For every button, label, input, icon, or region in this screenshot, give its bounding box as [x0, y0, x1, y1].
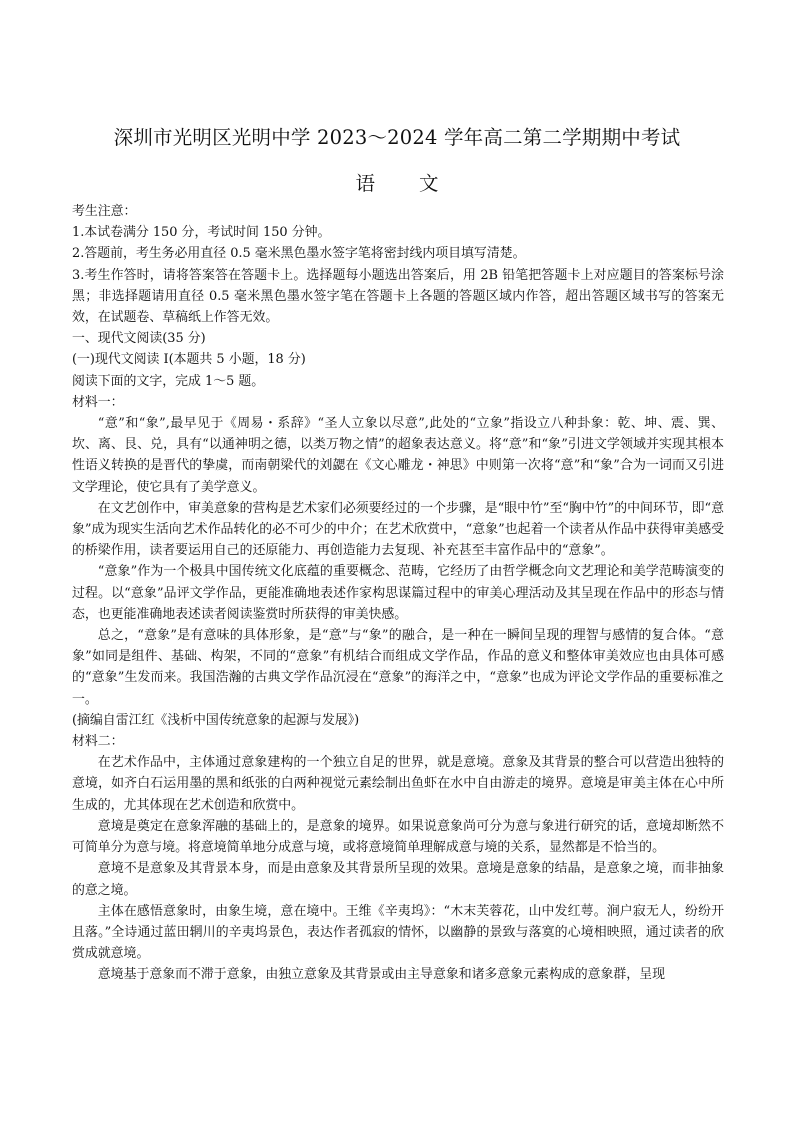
material-paragraph: 意境基于意象而不滞于意象，由独立意象及其背景或由主导意象和诸多意象元素构成的意象群，呈现: [97, 967, 665, 983]
material-paragraph: 在艺术作品中，主体通过意象建构的一个独立自足的世界，就是意境。意象及其背景的整合可以营造出独特的意境，如齐白石运用墨的黑和纸张的白两种视觉元素绘制出鱼虾在水中自由游走的境界。意境是审美主体在心中所生成的，尤其体现在艺术创造和欣赏中。: [72, 755, 724, 813]
material-paragraph: 在文艺创作中，审美意象的营构是艺术家们必须要经过的一个步骤，是“眼中竹”至“胸中竹”的中间环节，即“意象”成为现实生活向艺术作品转化的必不可少的中介；在艺术欣赏中，“意象”也起着一个读者从作品中获得审美感受的桥梁作用，读者要运用自己的还原能力、再创造能力去复现、补充甚至丰富作品中的“意象”。: [72, 500, 724, 559]
material-source: (摘编自雷江红《浅析中国传统意象的起源与发展》): [72, 712, 360, 728]
material-paragraph: “意”和“象”,最早见于《周易・系辞》“圣人立象以尽意”,此处的“立象”指设立八种卦象：乾、坤、震、巽、坎、离、艮、兑，具有“以通神明之德，以类万物之情”的超象表达意义。将“意”和“象”引进文学领域并实现其根本性语义转换的是晋代的挚虞，而南朝梁代的刘勰在《文心雕龙・神思》中则第一次将“意”和“象”合为一词而又引进文学理论，使它具有了美学意义。: [72, 416, 724, 495]
notice-item: 2.答题前，考生务必用直径 0.5 毫米黑色墨水签字笔将密封线内项目填写清楚。: [72, 246, 526, 262]
material-label: 材料二：: [72, 734, 124, 750]
reading-instruction: 阅读下面的文字，完成 1～5 题。: [72, 373, 265, 389]
notice-item: 3.考生作答时，请将答案答在答题卡上。选择题每小题选出答案后，用 2B 铅笔把答题卡上对应题目的答案标号涂黑；非选择题请用直径 0.5 毫米黑色墨水签字笔在答题卡上各题的答题区域内作答，超出答题区域书写的答案无效，在试题卷、草稿纸上作答无效。: [72, 267, 724, 326]
subject-char: 文: [419, 172, 439, 195]
material-paragraph: 意境不是意象及其背景本身，而是由意象及其背景所呈现的效果。意境是意象的结晶，是意象之境，而非抽象的意之境。: [72, 861, 724, 898]
notice-heading: 考生注意：: [72, 204, 137, 219]
material-paragraph: 总之，“意象”是有意味的具体形象，是“意”与“象”的融合，是一种在一瞬间呈现的理智与感情的复合体。“意象”如同是组件、基础、构架，不同的“意象”有机结合而组成文学作品，作品的意义和整体审美效应也由具体可感的“意象”生发而来。我国浩瀚的古典文学作品沉浸在“意象”的海洋之中，“意象”也成为评论文学作品的重要标准之一。: [72, 628, 724, 707]
material-paragraph: 主体在感悟意象时，由象生境，意在境中。王维《辛夷坞》：“木末芙蓉花，山中发红萼。涧户寂无人，纷纷开且落。”全诗通过蓝田辋川的辛夷坞景色，表达作者孤寂的情怀，以幽静的景致与落寞的心境相映照，通过读者的欣赏成就意境。: [72, 903, 724, 962]
subject-heading: [0, 170, 794, 198]
notice-item: 1.本试卷满分 150 分，考试时间 150 分钟。: [72, 225, 331, 241]
subject-char: 语: [355, 172, 375, 195]
material-label: 材料一：: [72, 394, 124, 410]
material-paragraph: “意象”作为一个极具中国传统文化底蕴的重要概念、范畴，它经历了由哲学概念向文艺理论和美学范畴演变的过程。以“意象”品评文学作品，更能准确地表述作家构思谋篇过程中的审美心理活动及其呈现在作品中的形态与情态，也更能准确地表述读者阅读鉴赏时所获得的审美快感。: [72, 564, 724, 622]
section-heading: 一、现代文阅读(35 分): [72, 331, 206, 347]
material-paragraph: 意境是奠定在意象浑融的基础上的，是意象的境界。如果说意象尚可分为意与象进行研究的话，意境却断然不可简单分为意与境。将意境简单地分成意与境，或将意境简单理解成意与境的关系，显然都是不恰当的。: [72, 818, 724, 856]
exam-title: 深圳市光明区光明中学 2023～2024 学年高二第二学期期中考试: [113, 126, 681, 149]
exam-body: [72, 201, 724, 986]
subsection-heading: (一)现代文阅读 I(本题共 5 小题，18 分): [72, 352, 306, 368]
